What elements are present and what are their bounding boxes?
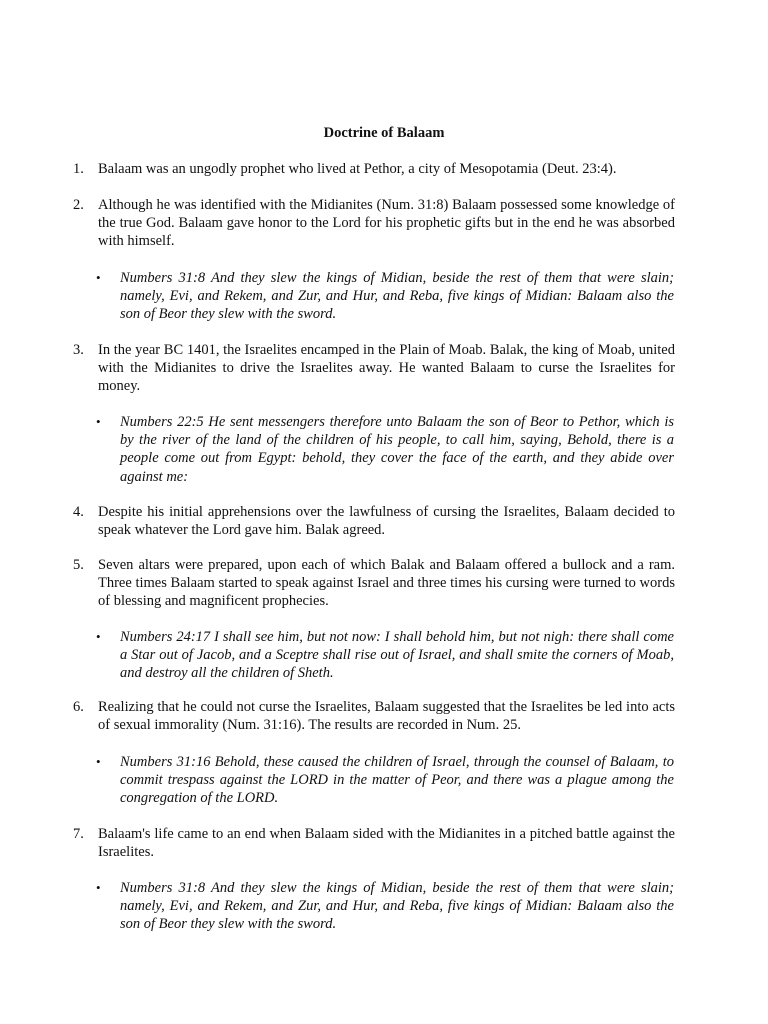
list-item-4 xyxy=(73,503,675,539)
scripture-quote-text: Numbers 22:5 He sent messengers therefore unto Balaam the son of Beor to Pethor, which is by the river of the land of the children of his people, to call him, saying, Behold, there is a people come out from Egypt: behold, they cover the face of the earth, and they abide over against me: xyxy=(120,414,674,485)
scripture-quote-text: Numbers 31:16 Behold, these caused the children of Israel, through the counsel of Balaam, to commit trespass against the LORD in the matter of Peor, and there was a plague among the congregation of the LORD. xyxy=(120,754,674,807)
list-item-number: 6. xyxy=(73,699,84,715)
scripture-quote-text: Numbers 31:8 And they slew the kings of Midian, beside the rest of them that were slain; namely, Evi, and Rekem, and Zur, and Hur, and Reba, five kings of Midian: Balaam also the son of Beor they slew with the sword. xyxy=(120,270,674,323)
list-item-1 xyxy=(73,160,675,178)
scripture-quote-1 xyxy=(96,269,674,324)
scripture-quote-5 xyxy=(96,879,674,934)
list-item-number: 5. xyxy=(73,557,84,573)
bullet-icon: • xyxy=(96,629,101,644)
bullet-icon: • xyxy=(96,880,101,895)
list-item-text: In the year BC 1401, the Israelites encamped in the Plain of Moab. Balak, the king of Moab, united with the Midianites to drive the Israelites away. He wanted Balaam to curse the Israelites for money. xyxy=(98,342,675,395)
scripture-quote-text: Numbers 31:8 And they slew the kings of Midian, beside the rest of them that were slain; namely, Evi, and Rekem, and Zur, and Hur, and Reba, five kings of Midian: Balaam also the son of Beor they slew with the sword. xyxy=(120,880,674,933)
list-item-6 xyxy=(73,698,675,734)
list-item-number: 2. xyxy=(73,197,84,213)
list-item-text: Despite his initial apprehensions over the lawfulness of cursing the Israelites, Balaam decided to speak whatever the Lord gave him. Balak agreed. xyxy=(98,504,675,539)
list-item-text: Although he was identified with the Midianites (Num. 31:8) Balaam possessed some knowledge of the true God. Balaam gave honor to the Lord for his prophetic gifts but in the end he was absorbed with himself. xyxy=(98,197,675,250)
list-item-3 xyxy=(73,341,675,396)
list-item-number: 4. xyxy=(73,504,84,520)
scripture-quote-2 xyxy=(96,413,674,486)
list-item-7 xyxy=(73,825,675,861)
list-item-number: 7. xyxy=(73,826,84,842)
scripture-quote-text: Numbers 24:17 I shall see him, but not now: I shall behold him, but not nigh: there shall come a Star out of Jacob, and a Sceptre shall rise out of Israel, and shall smite the corners of Moab, and destroy all the children of Sheth. xyxy=(120,629,674,682)
list-item-text: Balaam's life came to an end when Balaam sided with the Midianites in a pitched battle against the Israelites. xyxy=(98,826,675,861)
page-title: Doctrine of Balaam xyxy=(323,125,445,141)
scripture-quote-3 xyxy=(96,628,674,683)
bullet-icon: • xyxy=(96,270,101,285)
list-item-text: Realizing that he could not curse the Israelites, Balaam suggested that the Israelites be led into acts of sexual immorality (Num. 31:16). The results are recorded in Num. 25. xyxy=(98,699,675,734)
bullet-icon: • xyxy=(96,754,101,769)
list-item-text: Seven altars were prepared, upon each of which Balak and Balaam offered a bullock and a ram. Three times Balaam started to speak against Israel and three times his cursing were turned to words of blessing and magnificent prophecies. xyxy=(98,557,675,610)
list-item-number: 1. xyxy=(73,161,84,177)
list-item-2 xyxy=(73,196,675,251)
scripture-quote-4 xyxy=(96,753,674,808)
list-item-text: Balaam was an ungodly prophet who lived at Pethor, a city of Mesopotamia (Deut. 23:4). xyxy=(98,161,617,177)
list-item-number: 3. xyxy=(73,342,84,358)
list-item-5 xyxy=(73,556,675,611)
bullet-icon: • xyxy=(96,414,101,429)
